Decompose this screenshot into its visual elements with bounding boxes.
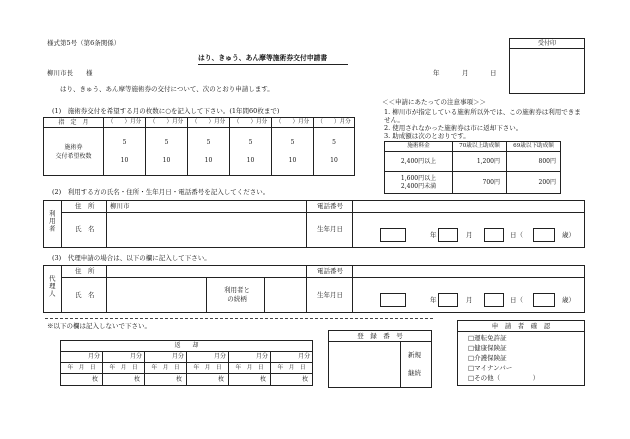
month-cell-3[interactable]: （ ）月分 [188, 118, 230, 128]
registration-new: 新規 [408, 351, 421, 359]
return-count-6: 枚 [271, 374, 313, 386]
user-side-label: 利用者 [47, 210, 56, 233]
month-header-label: 指 定 月 [44, 118, 104, 128]
user-address-value[interactable]: 柳川市 [110, 202, 130, 210]
subsidy-row2-70: 700円 [453, 172, 507, 194]
month-cell-4[interactable]: （ ）月分 [230, 118, 272, 128]
return-count-2: 枚 [103, 374, 145, 386]
notes-item-2: 2. 使用されなかった施術券は市に返却下さい。 [384, 124, 523, 132]
month-cell-1[interactable]: （ ）月分 [104, 118, 146, 128]
confirm-drivers-license[interactable]: □運転免許証 [468, 334, 507, 342]
count-cell-2[interactable] [146, 128, 188, 176]
user-birth-day-box[interactable] [484, 228, 504, 242]
agent-age-box[interactable] [533, 293, 555, 307]
agent-name-label: 氏 名 [75, 291, 95, 299]
count-10-option[interactable]: 10 [330, 157, 338, 164]
return-month-5: 月分 [229, 352, 271, 363]
agent-address-label: 住 所 [75, 267, 95, 275]
receipt-stamp-box [509, 38, 585, 94]
count-5-option[interactable]: 5 [332, 138, 336, 146]
count-cell-1[interactable] [104, 128, 146, 176]
return-date-2: 年 月 日 [103, 363, 145, 374]
user-birth-year-box[interactable] [380, 228, 406, 242]
return-month-3: 月分 [145, 352, 187, 363]
addressee: 柳川市長 様 [47, 69, 93, 77]
agent-relation-label: 利用者と の続柄 [224, 286, 250, 303]
intro-text: はり、きゅう、あん摩等施術券の交付について、次のとおり申請します。 [60, 85, 274, 93]
user-birth-year-unit: 年 [430, 231, 437, 239]
return-date-6: 年 月 日 [271, 363, 313, 374]
subsidy-row2-fee: 1,600円以上 2,400円未満 [385, 172, 453, 194]
registration-header: 登 録 番 号 [329, 331, 431, 342]
count-10-option[interactable]: 10 [288, 157, 297, 164]
subsidy-row1-70: 1,200円 [453, 152, 507, 172]
user-age-box[interactable] [533, 228, 555, 242]
agent-birth-year-unit: 年 [430, 296, 437, 304]
agent-birth-day-box[interactable] [484, 293, 504, 307]
count-5-option[interactable]: 5 [164, 138, 169, 146]
notes-title: ＜＜申請にあたっての注意事項＞＞ [382, 98, 486, 106]
month-cell-5[interactable]: （ ）月分 [272, 118, 314, 128]
return-month-2: 月分 [103, 352, 145, 363]
return-count-1: 枚 [61, 374, 103, 386]
subsidy-header-70: 70歳以上助成額 [453, 142, 507, 152]
user-birth-label: 生年月日 [317, 225, 343, 233]
confirm-box [457, 320, 585, 386]
notes-item-1: 1. 柳川市が指定している施術所以外では、この施術券は利用できません。 [384, 108, 581, 124]
return-month-4: 月分 [187, 352, 229, 363]
return-month-1: 月分 [61, 352, 103, 363]
subsidy-row2-69: 200円 [507, 172, 561, 194]
count-10-option[interactable]: 10 [162, 157, 171, 164]
date-day: 日 [490, 69, 497, 77]
section2-heading: (2) 利用する方の氏名・住所・生年月日・電話番号を記入してください。 [52, 188, 270, 196]
section1-heading: (1) 施術券交付を希望する月の枚数に○を記入して下さい。(1年間60枚まで) [52, 107, 280, 115]
count-cell-4[interactable] [230, 128, 272, 176]
count-5-option[interactable]: 5 [122, 138, 127, 146]
count-5-option[interactable]: 5 [290, 138, 295, 146]
subsidy-row1-69: 800円 [507, 152, 561, 172]
return-date-3: 年 月 日 [145, 363, 187, 374]
return-count-5: 枚 [229, 374, 271, 386]
section3-heading: (3) 代理申請の場合は、以下の欄に記入して下さい。 [52, 254, 211, 262]
return-header: 返 却 [61, 341, 313, 352]
count-row-label: 施術券 交付希望枚数 [44, 128, 104, 176]
subsidy-table [384, 141, 561, 194]
agent-age-unit: 歳） [562, 296, 575, 304]
subsidy-header-fee: 施術料金 [385, 142, 453, 152]
user-address-label: 住 所 [75, 202, 95, 210]
count-5-option[interactable]: 5 [206, 138, 211, 146]
count-10-option[interactable]: 10 [204, 157, 213, 164]
return-count-3: 枚 [145, 374, 187, 386]
agent-birth-year-box[interactable] [380, 293, 406, 307]
subsidy-header-69: 69歳以下助成額 [507, 142, 561, 152]
return-month-6: 月分 [271, 352, 313, 363]
receipt-stamp-label: 受付印 [510, 39, 584, 49]
confirm-care-insurance[interactable]: □介護保険証 [468, 354, 507, 362]
return-count-4: 枚 [187, 374, 229, 386]
title-underline [198, 64, 348, 65]
count-10-option[interactable]: 10 [120, 157, 129, 164]
confirm-other[interactable]: □その他（ ） [468, 374, 540, 382]
count-cell-6[interactable] [314, 128, 355, 176]
month-table [43, 117, 355, 176]
count-5-option[interactable]: 5 [248, 138, 253, 146]
month-cell-2[interactable]: （ ）月分 [146, 118, 188, 128]
date-month: 月 [462, 69, 469, 77]
office-note: ※以下の欄は記入しないで下さい。 [47, 322, 151, 330]
confirm-header: 申 請 者 確 認 [458, 321, 584, 332]
agent-birth-day-unit: 日（ [510, 296, 523, 304]
office-separator [45, 318, 433, 319]
return-date-1: 年 月 日 [61, 363, 103, 374]
agent-side-label: 代理人 [47, 275, 56, 298]
confirm-my-number[interactable]: □マイナンバー [468, 364, 513, 372]
return-date-5: 年 月 日 [229, 363, 271, 374]
user-birth-month-unit: 月 [466, 231, 473, 239]
user-name-label: 氏 名 [75, 225, 95, 233]
agent-birth-month-unit: 月 [466, 296, 473, 304]
user-phone-label: 電話番号 [317, 202, 343, 210]
user-age-unit: 歳） [562, 231, 575, 239]
confirm-health-insurance[interactable]: □健康保険証 [468, 344, 507, 352]
agent-phone-label: 電話番号 [317, 267, 343, 275]
agent-birth-label: 生年月日 [317, 291, 343, 299]
user-birth-day-unit: 日（ [510, 231, 523, 239]
count-cell-5[interactable] [272, 128, 314, 176]
month-cell-6[interactable]: （ ）月分 [314, 118, 355, 128]
return-table [60, 340, 313, 386]
registration-continue: 継続 [408, 369, 421, 377]
subsidy-row1-fee: 2,400円以上 [385, 152, 453, 172]
notes-item-3: 3. 助成額は次のとおりです。 [384, 132, 470, 140]
return-date-4: 年 月 日 [187, 363, 229, 374]
form-label: 様式第5号（第6条関係） [47, 39, 121, 47]
count-cell-3[interactable] [188, 128, 230, 176]
count-10-option[interactable]: 10 [246, 157, 255, 164]
agent-birth-month-box[interactable] [438, 293, 458, 307]
form-title: はり、きゅう、あん摩等施術券交付申請書 [198, 54, 328, 62]
date-year: 年 [433, 69, 440, 77]
user-birth-month-box[interactable] [438, 228, 458, 242]
